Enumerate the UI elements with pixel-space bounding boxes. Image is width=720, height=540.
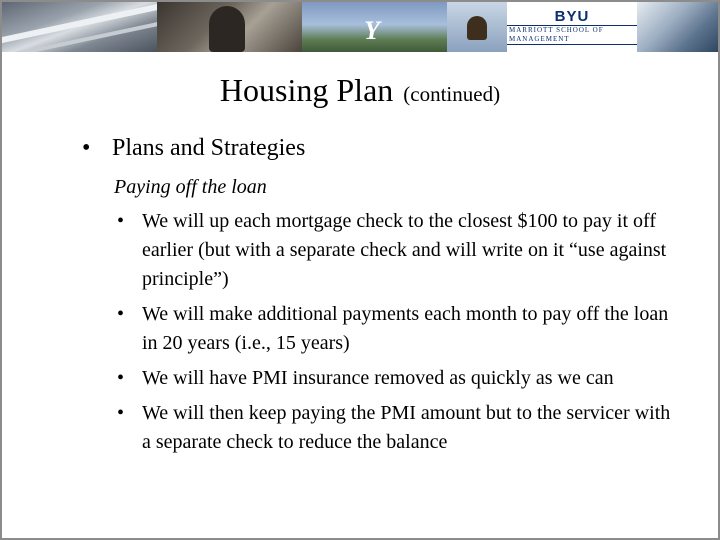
banner-photo-bell <box>447 2 507 52</box>
header-banner <box>2 2 718 52</box>
bell-icon <box>467 16 487 40</box>
level1-bullet-text: Plans and Strategies <box>112 135 306 161</box>
bullet-marker: • <box>117 210 125 232</box>
list-item-text: We will have PMI insurance removed as quickly as we can <box>142 367 614 389</box>
slide-title-main: Housing Plan <box>219 72 394 108</box>
banner-photo-building <box>637 2 718 52</box>
school-name-text: MARRIOTT SCHOOL OF MANAGEMENT <box>507 25 637 45</box>
bullet-marker: • <box>117 367 125 389</box>
bullet-marker: • <box>117 303 125 325</box>
strategy-bullet-list <box>114 207 674 463</box>
y-mountain-icon: Y <box>364 16 380 45</box>
banner-photo-mountain <box>302 2 447 52</box>
banner-photo-steel <box>2 2 157 52</box>
bullet-marker: • <box>117 402 125 424</box>
list-item <box>114 364 674 393</box>
level1-bullet-item <box>82 135 305 162</box>
byu-marriott-logo <box>507 2 637 52</box>
byu-logo-text: BYU <box>554 8 590 25</box>
bullet-marker: • <box>82 135 91 161</box>
section-subheading: Paying off the loan <box>114 176 267 198</box>
statue-image <box>209 6 245 52</box>
list-item-text: We will up each mortgage check to the closest $100 to pay it off earlier (but with a separate check and will write on it “use against principle”) <box>142 210 667 290</box>
list-item-text: We will make additional payments each month to pay off the loan in 20 years (i.e., 15 years) <box>142 303 669 354</box>
list-item <box>114 207 674 294</box>
slide-title-suffix: (continued) <box>403 82 501 106</box>
banner-photo-statue <box>157 2 302 52</box>
list-item <box>114 300 674 358</box>
list-item-text: We will then keep paying the PMI amount but to the servicer with a separate check to reduce the balance <box>142 402 671 453</box>
list-item <box>114 399 674 457</box>
slide-title <box>2 72 718 109</box>
